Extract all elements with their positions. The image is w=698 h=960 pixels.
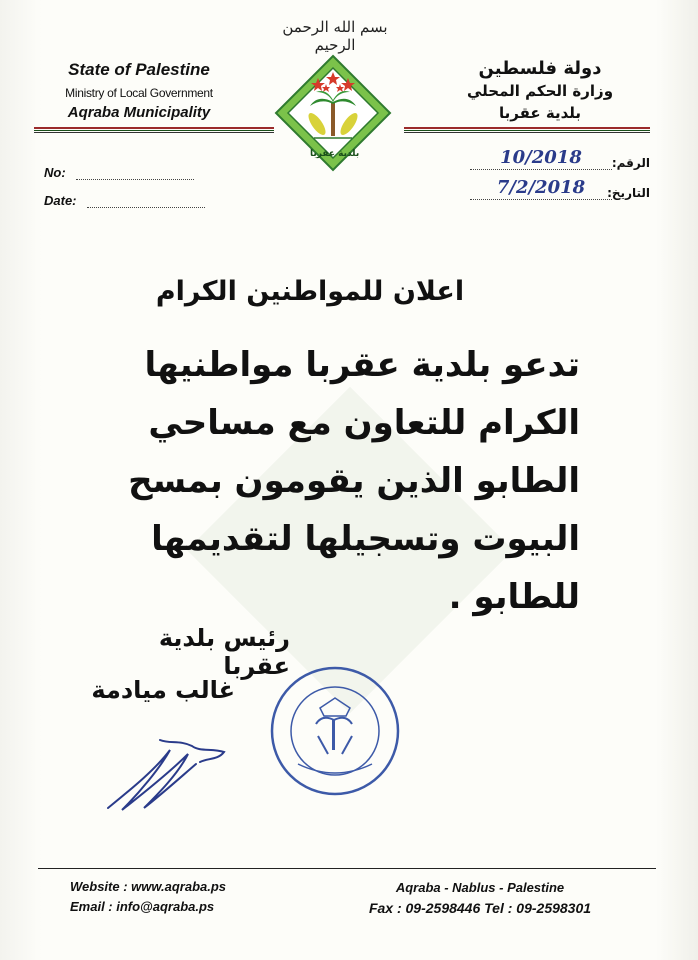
footer-contact-online — [70, 877, 226, 917]
municipality-logo — [274, 54, 392, 172]
reference-fields-english — [44, 152, 205, 208]
arabic-letterhead — [440, 58, 640, 124]
mayor-title: رئيس بلدية عقربا — [158, 624, 290, 680]
english-ministry: Ministry of Local Government — [65, 86, 213, 100]
reference-number-handwritten: 10/2018 — [470, 147, 612, 170]
date-label: Date: — [44, 193, 77, 208]
no-label: No: — [44, 165, 66, 180]
date-handwritten: 7/2/2018 — [470, 177, 612, 200]
body-line: تدعو بلدية عقربا مواطنيها — [144, 345, 580, 385]
footer-rule — [38, 868, 656, 869]
handwritten-signature — [100, 730, 240, 820]
footer-address: Aqraba - Nablus - Palestine — [395, 880, 565, 895]
no-dotted-line — [76, 169, 194, 180]
official-stamp — [268, 664, 402, 798]
body-line: للطابو . — [448, 577, 580, 617]
footer-contact-postal — [330, 877, 630, 919]
body-line: الكرام للتعاون مع مساحي — [148, 403, 580, 443]
header-rule-right — [404, 127, 650, 133]
mayor-name: غالب ميادمة — [91, 676, 235, 704]
date-dotted-line — [87, 197, 205, 208]
arabic-municipality: بلدية عقربا — [498, 104, 581, 122]
header-rule-left — [34, 127, 274, 133]
english-state: State of Palestine — [68, 60, 210, 79]
date-label-ar: التاريخ: — [607, 186, 650, 200]
footer-phones: Fax : 09-2598446 Tel : 09-2598301 — [368, 900, 592, 916]
number-label-ar: الرقم: — [611, 156, 650, 170]
announcement-body — [80, 336, 580, 626]
footer-email: Email : info@aqraba.ps — [70, 899, 215, 914]
english-letterhead — [34, 60, 244, 121]
footer-website: Website : www.aqraba.ps — [70, 879, 227, 894]
english-municipality: Aqraba Municipality — [67, 104, 211, 121]
basmala: بسم الله الرحمن الرحيم — [282, 18, 388, 54]
logo-inscription: بلدية عقربا — [310, 149, 360, 159]
body-line: البيوت وتسجيلها لتقديمها — [151, 519, 580, 559]
body-line: الطابو الذين يقومون بمسح — [128, 461, 580, 501]
announcement-title: اعلان للمواطنين الكرام — [155, 276, 465, 307]
arabic-ministry: وزارة الحكم المحلي — [466, 82, 614, 100]
arabic-state: دولة فلسطين — [478, 58, 602, 79]
reference-fields-arabic — [470, 140, 650, 200]
